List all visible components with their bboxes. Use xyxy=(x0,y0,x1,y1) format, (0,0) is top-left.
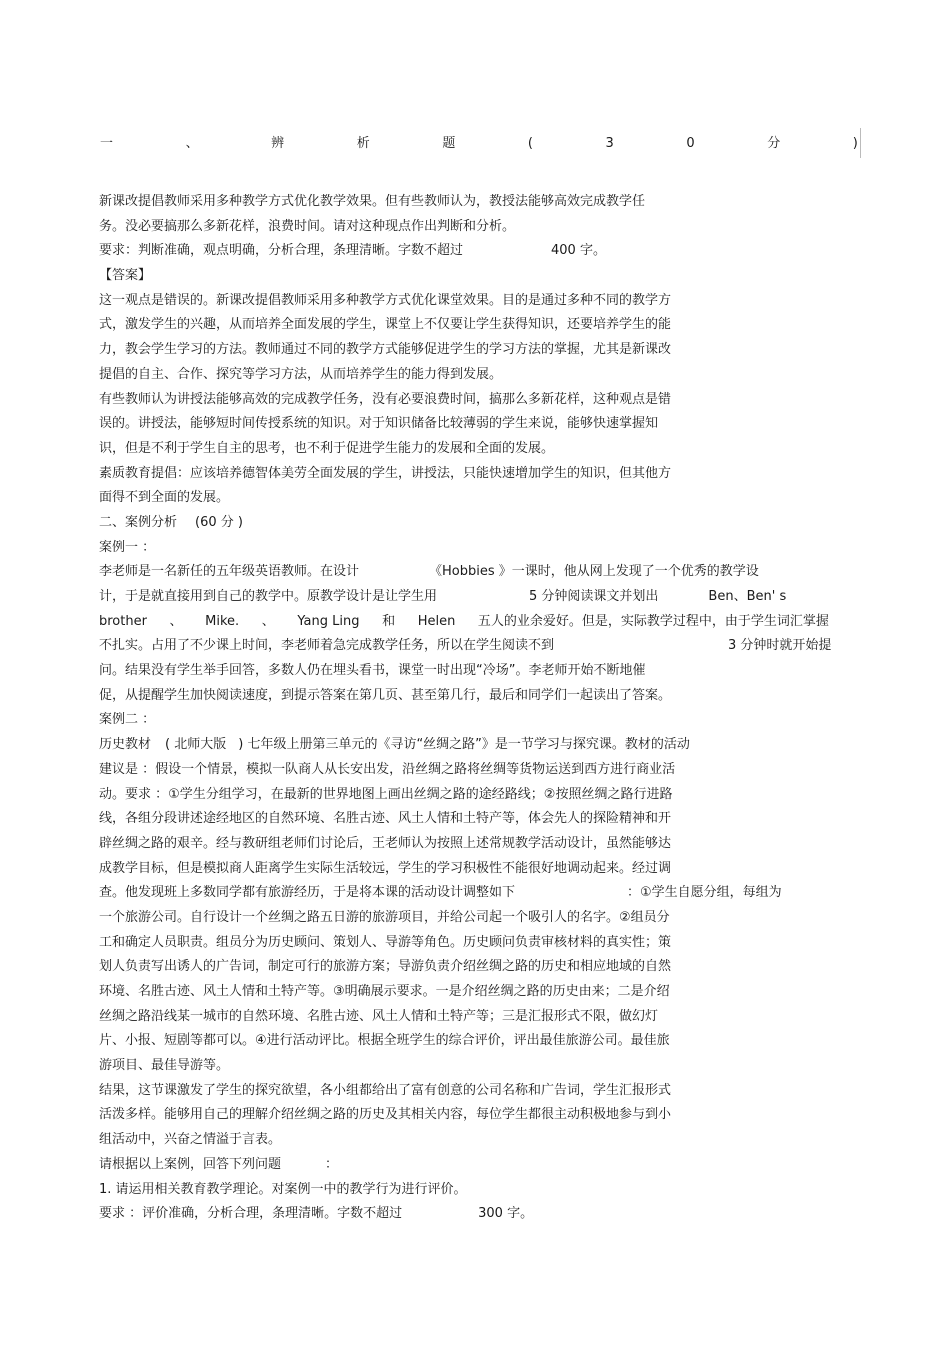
text-line xyxy=(99,931,829,956)
heading-char: ) xyxy=(852,136,858,151)
text-line xyxy=(99,634,832,659)
text-segment: 3 分钟时就开始提 xyxy=(728,638,832,654)
text-segment: 二、案例分析 xyxy=(99,514,178,530)
text-segment: 线，各组分段讲述途经地区的自然环境、名胜古迹、风土人情和土特产等，体会先人的探险精神和开 xyxy=(99,811,672,827)
text-segment: 问。结果没有学生举手回答，多数人仍在埋头看书，课堂一时出现“冷场”。李老师开始不断地催 xyxy=(99,663,646,679)
text-segment: 【答案】 xyxy=(99,268,152,284)
text-segment: ) 七年级上册第三单元的《寻访“丝绸之路”》是一节学习与探究课。教材的活动 xyxy=(238,737,690,753)
text-segment: 力，教会学生学习的方法。教师通过不同的教学方式能够促进学生的学习方法的掌握，尤其是新课改 xyxy=(99,342,672,358)
text-segment: 《Hobbies 》一课时，他从网上发现了一个优秀的教学设 xyxy=(429,564,759,580)
text-line xyxy=(99,980,829,1005)
text-segment: 案例二 ： xyxy=(99,712,156,728)
text-segment: 素质教育提倡：应该培养德智体美劳全面发展的学生，讲授法，只能快速增加学生的知识，但其他方 xyxy=(99,465,672,481)
text-segment: 促，从提醒学生加快阅读速度，到提示答案在第几页、甚至第几行，最后和同学们一起读出了答案。 xyxy=(99,687,672,703)
heading-char: 0 xyxy=(686,136,695,151)
text-segment: Mike. xyxy=(205,613,240,629)
text-line xyxy=(99,1178,829,1203)
text-segment: 查。他发现班上多数同学都有旅游经历，于是将本课的活动设计调整如下 xyxy=(99,885,516,901)
text-segment: Yang Ling xyxy=(297,613,360,629)
text-line xyxy=(99,585,829,610)
text-segment: 结果，这节课激发了学生的探究欲望，各小组都给出了富有创意的公司名称和广告词，学生汇报形式 xyxy=(99,1082,672,1098)
text-segment: 环境、名胜古迹、风土人情和土特产等。③明确展示要求。一是介绍丝绸之路的历史由来；二是介绍 xyxy=(99,984,670,999)
text-line xyxy=(99,881,829,906)
heading-char: 析 xyxy=(356,136,370,151)
text-line xyxy=(99,1128,829,1153)
section-1-heading xyxy=(100,134,858,154)
text-segment: 、 xyxy=(261,613,275,629)
text-segment: 和 xyxy=(382,613,396,629)
text-line xyxy=(99,1202,829,1227)
text-segment: Helen xyxy=(417,613,456,629)
text-line xyxy=(99,832,829,857)
text-line xyxy=(99,338,829,363)
text-line xyxy=(99,1079,829,1104)
text-line xyxy=(99,708,829,733)
text-segment: 新课改提倡教师采用多种教学方式优化教学效果。但有些教师认为，教授法能够高效完成教学任 xyxy=(99,194,646,209)
margin-rule xyxy=(860,128,861,158)
text-line xyxy=(99,1153,829,1178)
heading-char: 题 xyxy=(442,136,456,151)
document-body xyxy=(99,190,832,1227)
text-line xyxy=(99,289,829,314)
text-line xyxy=(99,733,829,758)
text-line xyxy=(99,215,829,240)
text-line xyxy=(99,758,829,783)
text-line xyxy=(99,1005,829,1030)
text-segment: 建议是 ：假设一个情景，模拟一队商人从长安出发，沿丝绸之路将丝绸等货物运送到西方进行商业活 xyxy=(99,761,676,777)
text-segment: 1. 请运用相关教育教学理论。对案例一中的教学行为进行评价。 xyxy=(99,1181,467,1197)
text-line xyxy=(99,610,829,635)
text-line xyxy=(99,462,829,487)
text-segment: 有些教师认为讲授法能够高效的完成教学任务，没有必要浪费时间，搞那么多新花样，这种观点是错 xyxy=(99,391,672,407)
text-line xyxy=(99,807,829,832)
text-line xyxy=(99,684,829,709)
text-line xyxy=(99,486,829,511)
text-segment: 误的。讲授法，能够短时间传授系统的知识。对于知识储备比较薄弱的学生来说，能够快速掌握知 xyxy=(99,416,659,432)
text-line xyxy=(99,239,829,264)
text-line xyxy=(99,857,829,882)
text-line xyxy=(99,511,829,536)
text-segment: 划人负责写出诱人的广告词，制定可行的旅游方案；导游负责介绍丝绸之路的历史和相应地域的自然 xyxy=(99,959,672,975)
text-segment: ( 北师大版 xyxy=(165,737,227,753)
text-segment: 要求 ：评价准确，分析合理，条理清晰。字数不超过 xyxy=(99,1206,403,1222)
text-segment: 组活动中，兴奋之情溢于言表。 xyxy=(99,1132,282,1148)
text-segment: brother xyxy=(99,613,147,629)
text-segment: 不扎实。占用了不少课上时间，李老师着急完成教学任务，所以在学生阅读不到 xyxy=(99,638,555,654)
text-segment: 300 字。 xyxy=(478,1206,534,1222)
text-segment: 400 字。 xyxy=(551,243,606,259)
text-segment: 活泼多样。能够用自己的理解介绍丝绸之路的历史及其相关内容，每位学生都很主动积极地参与到小 xyxy=(99,1107,672,1123)
text-segment: 游项目、最佳导游等。 xyxy=(99,1058,230,1074)
heading-char: 3 xyxy=(605,136,614,151)
heading-char: 、 xyxy=(185,136,199,151)
text-segment: 李老师是一名新任的五年级英语教师。在设计 xyxy=(99,564,360,580)
text-line xyxy=(99,437,829,462)
text-segment: 、 xyxy=(169,613,183,629)
text-segment: 五人的业余爱好。但是，实际教学过程中，由于学生词汇掌握 xyxy=(477,613,829,629)
heading-char: 辨 xyxy=(271,136,285,151)
heading-char: ( xyxy=(527,136,533,151)
text-line xyxy=(99,388,829,413)
text-line xyxy=(99,264,829,289)
text-segment: ： xyxy=(325,1156,339,1172)
text-segment: 面得不到全面的发展。 xyxy=(99,490,230,506)
heading-char: 分 xyxy=(767,136,781,151)
text-segment: 要求：判断准确，观点明确，分析合理，条理清晰。字数不超过 xyxy=(99,243,464,259)
text-line xyxy=(99,1029,829,1054)
text-segment: 工和确定人员职责。组员分为历史顾问、策划人、导游等角色。历史顾问负责审核材料的真实性；策 xyxy=(99,934,672,950)
text-line xyxy=(99,536,829,561)
text-segment: 式，激发学生的兴趣，从而培养全面发展的学生，课堂上不仅要让学生获得知识，还要培养学生的能 xyxy=(99,317,672,333)
text-segment: 辟丝绸之路的艰辛。经与教研组老师们讨论后，王老师认为按照上述常规教学活动设计，虽然能够达 xyxy=(99,835,672,851)
text-segment: 案例一 ： xyxy=(99,539,156,555)
text-segment: Ben、Ben' s xyxy=(708,589,787,604)
text-segment: 识，但是不利于学生自主的思考，也不利于促进学生能力的发展和全面的发展。 xyxy=(99,440,555,456)
text-segment: 成教学目标，但是模拟商人距离学生实际生活较远，学生的学习积极性不能很好地调动起来。经过调 xyxy=(99,860,672,876)
text-line xyxy=(99,190,829,215)
text-line xyxy=(99,560,829,585)
text-segment: 请根据以上案例，回答下列问题 xyxy=(99,1156,282,1172)
text-line xyxy=(99,1103,829,1128)
text-segment: ：①学生自愿分组，每组为 xyxy=(627,885,782,901)
text-segment: 一个旅游公司。自行设计一个丝绸之路五日游的旅游项目，并给公司起一个吸引人的名字。②组员分 xyxy=(99,909,670,925)
text-segment: 这一观点是错误的。新课改提倡教师采用多种教学方式优化课堂效果。目的是通过多种不同的教学方 xyxy=(99,292,672,308)
text-segment: 片、小报、短剧等都可以。④进行活动评比。根据全班学生的综合评价，评出最佳旅游公司。最佳旅 xyxy=(99,1033,670,1049)
text-line xyxy=(99,363,829,388)
text-segment: 计，于是就直接用到自己的教学中。原教学设计是让学生用 xyxy=(99,589,438,604)
text-line xyxy=(99,659,829,684)
text-line xyxy=(99,1054,829,1079)
text-line xyxy=(99,955,829,980)
text-segment: 5 分钟阅读课文并划出 xyxy=(529,589,659,604)
text-segment: 提倡的自主、合作、探究等学习方法，从而培养学生的能力得到发展。 xyxy=(99,366,503,382)
text-segment: 历史教材 xyxy=(99,737,152,753)
text-line xyxy=(99,412,829,437)
text-segment: (60 分 ) xyxy=(195,514,243,530)
text-segment: 动。要求 ：①学生分组学习，在最新的世界地图上画出丝绸之路的途经路线；②按照丝绸之路行进路 xyxy=(99,786,673,802)
heading-char: 一 xyxy=(100,136,114,151)
text-line xyxy=(99,906,829,931)
text-segment: 务。没必要搞那么多新花样，浪费时间。请对这种现点作出判断和分析。 xyxy=(99,218,516,234)
text-line xyxy=(99,313,829,338)
text-line xyxy=(99,783,829,808)
text-segment: 丝绸之路沿线某一城市的自然环境、名胜古迹、风土人情和土特产等；三是汇报形式不限，做幻灯 xyxy=(99,1008,659,1024)
